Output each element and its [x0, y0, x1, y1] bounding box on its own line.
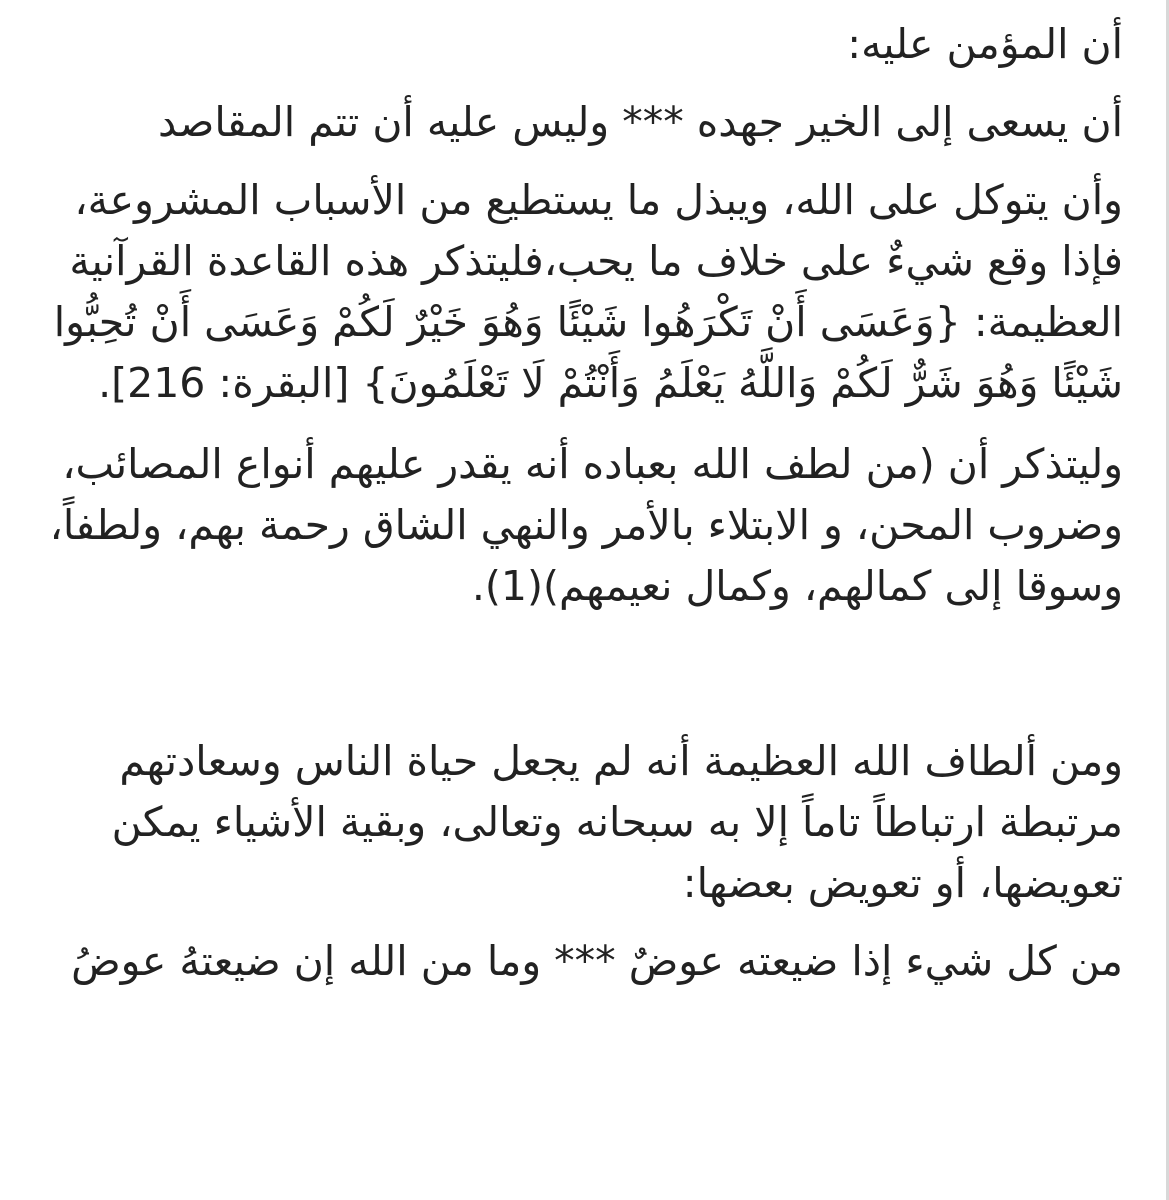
paragraph-intro: أن المؤمن عليه:	[847, 20, 1123, 68]
paragraph-divine-kindness: ومن ألطاف الله العظيمة أنه لم يجعل حياة الناس وسعادتهم مرتبطة ارتباطاً تاماً إلا به سبحانه وتعالى، وبقية الأشياء يمكن تعويضها، أو تعويض بعضها:	[111, 737, 1123, 907]
spacer	[22, 75, 1123, 92]
paragraph-verse-2: من كل شيء إذا ضيعته عوضٌ *** وما من الله إن ضيعتهُ عوضُ	[71, 937, 1123, 985]
paragraph-reminder: وليتذكر أن (من لطف الله بعباده أنه يقدر عليهم أنواع المصائب، وضروب المحن، و الابتلاء بالأمر والنهي الشاق رحمة بهم، ولطفاً، وسوقا إلى كمالهم، وكمال نعيمهم)(1).	[49, 440, 1123, 610]
spacer	[22, 617, 1123, 731]
paragraph-quran-quote: وأن يتوكل على الله، ويبذل ما يستطيع من الأسباب المشروعة، فإذا وقع شيءٌ على خلاف ما يحب،فليتذكر هذه القاعدة القرآنية العظيمة: {وَعَسَى أَنْ تَكْرَهُوا شَيْئًا وَهُوَ خَيْرٌ لَكُمْ وَعَسَى أَنْ تُحِبُّوا شَيْئًا وَهُوَ شَرٌّ لَكُمْ وَاللَّهُ يَعْلَمُ وَأَنْتُمْ لَا تَعْلَمُونَ} [البقرة: 216].	[53, 176, 1123, 407]
spacer	[22, 153, 1123, 170]
spacer	[22, 414, 1123, 434]
spacer	[22, 914, 1123, 931]
paragraph-verse-1: أن يسعى إلى الخير جهده *** وليس عليه أن تتم المقاصد	[158, 98, 1123, 146]
